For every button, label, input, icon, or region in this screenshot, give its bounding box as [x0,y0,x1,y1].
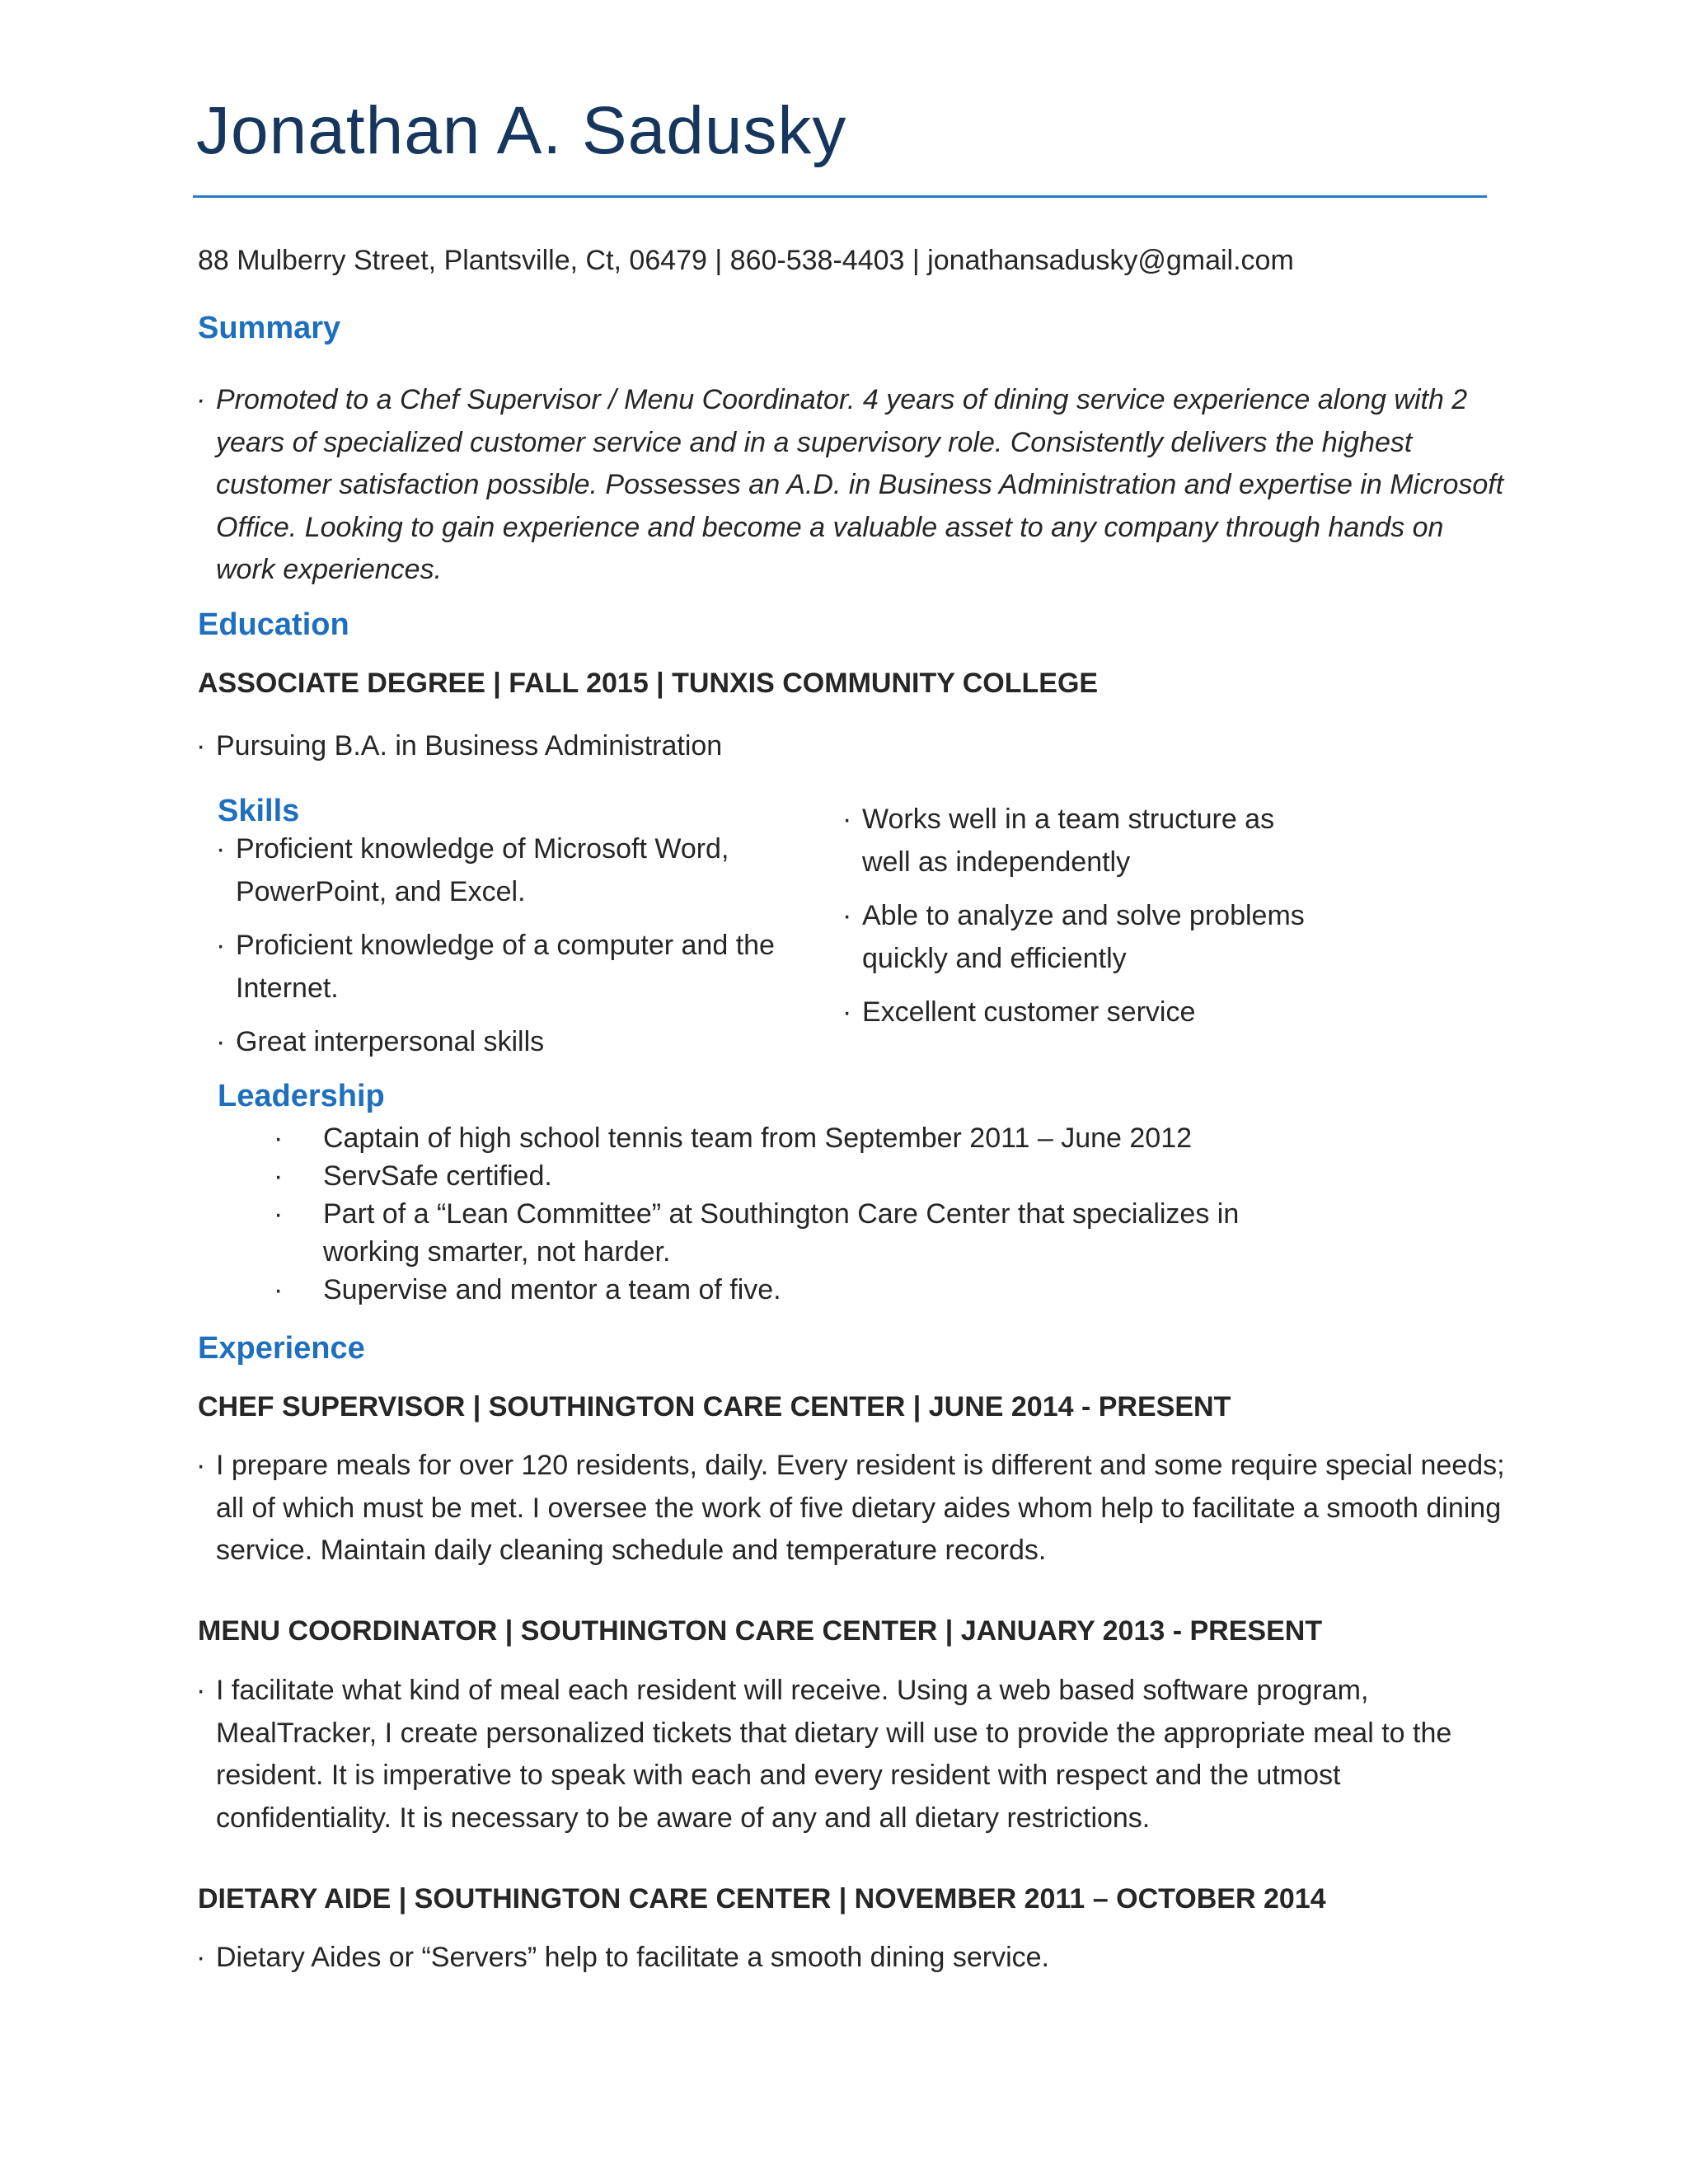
skill-item [842,799,1320,883]
bullet-dot: · [216,833,226,865]
leadership-text: Part of a “Lean Committee” at Southington Care Center that specializes in working smarter, not harder. [323,1198,1240,1268]
bullet-dot: · [216,930,226,961]
bullet-dot: · [196,1675,206,1706]
skill-text: Proficient knowledge of Microsoft Word, PowerPoint, and Excel. [236,833,729,907]
skill-text: Able to analyze and solve problems quickly and efficiently [862,900,1305,974]
leadership-text: ServSafe certified. [323,1160,552,1192]
bullet-dot: · [842,900,852,931]
leadership-item [274,1157,1263,1195]
bullet-dot: · [274,1274,284,1305]
job-description-text: Dietary Aides or “Servers” help to facilitate a smooth dining service. [216,1942,1050,1973]
job-description-text: I facilitate what kind of meal each resident will receive. Using a web based software program, MealTracker, I create personalized tickets that dietary will use to provide the appropriate meal to the resident. It is imperative to speak with each and every resident with respect and the utmost confidentiality. It is necessary to be aware of any and all dietary restrictions. [216,1675,1452,1834]
bullet-dot: · [274,1198,284,1230]
bullet-dot: · [842,996,852,1028]
skill-item [216,1021,809,1064]
bullet-dot: · [274,1160,284,1192]
job-title: MENU COORDINATOR | SOUTHINGTON CARE CENTER | JANUARY 2013 - PRESENT [198,1615,1323,1647]
leadership-item [274,1119,1263,1157]
leadership-item [274,1195,1263,1271]
contact-info: 88 Mulberry Street, Plantsville, Ct, 06479 | 860-538-4403 | jonathansadusky@gmail.com [198,245,1294,276]
skill-item [216,828,809,913]
skill-item [842,895,1320,980]
header-divider [193,195,1487,198]
education-title: ASSOCIATE DEGREE | FALL 2015 | TUNXIS COMMUNITY COLLEGE [198,668,1099,699]
job-description [196,1445,1510,1572]
bullet-dot: · [274,1122,284,1154]
skill-text: Proficient knowledge of a computer and the Internet. [236,930,775,1004]
job-description-text: I prepare meals for over 120 residents, daily. Every resident is different and some require special needs; all of which must be met. I oversee the work of five dietary aides whom help to facilitate a smooth dining service. Maintain daily cleaning schedule and temperature records. [216,1450,1505,1566]
skills-heading: Skills [218,794,300,828]
bullet-dot: · [196,1450,206,1481]
education-heading: Education [198,607,349,642]
bullet-dot: · [196,730,206,762]
education-detail-text: Pursuing B.A. in Business Administration [216,730,723,762]
bullet-dot: · [196,1942,206,1973]
summary-paragraph: Promoted to a Chef Supervisor / Menu Coordinator. 4 years of dining service experience along with 2 years of specialized customer service and in a supervisory role. Consistently delivers the highest customer satisfaction possible. Possesses an A.D. in Business Administration and expertise in Microsoft Office. Looking to gain experience and become a valuable asset to any company through hands on work experiences. [216,384,1504,585]
leadership-text: Supervise and mentor a team of five. [323,1274,781,1305]
skill-text: Works well in a team structure as well as independently [862,804,1275,878]
job-description [196,1670,1510,1840]
job-description [196,1937,1510,1980]
leadership-list [274,1119,1263,1309]
skill-text: Great interpersonal skills [236,1026,545,1057]
bullet-dot: · [216,1026,226,1057]
skills-list-right [842,799,1320,1046]
leadership-heading: Leadership [218,1079,385,1113]
bullet-dot: · [196,384,206,415]
education-detail [196,725,1510,768]
skill-item [216,925,809,1010]
job-title: DIETARY AIDE | SOUTHINGTON CARE CENTER | NOVEMBER 2011 – OCTOBER 2014 [198,1883,1326,1915]
skill-item [842,991,1320,1034]
bullet-dot: · [842,804,852,835]
candidate-name: Jonathan A. Sadusky [196,93,847,168]
leadership-item [274,1271,1263,1309]
leadership-text: Captain of high school tennis team from September 2011 – June 2012 [323,1122,1193,1154]
job-title: CHEF SUPERVISOR | SOUTHINGTON CARE CENTER | JUNE 2014 - PRESENT [198,1391,1231,1422]
skill-text: Excellent customer service [862,996,1196,1028]
skills-list-left [216,828,809,1076]
experience-heading: Experience [198,1331,365,1366]
summary-heading: Summary [198,311,341,345]
summary-text [196,379,1510,592]
